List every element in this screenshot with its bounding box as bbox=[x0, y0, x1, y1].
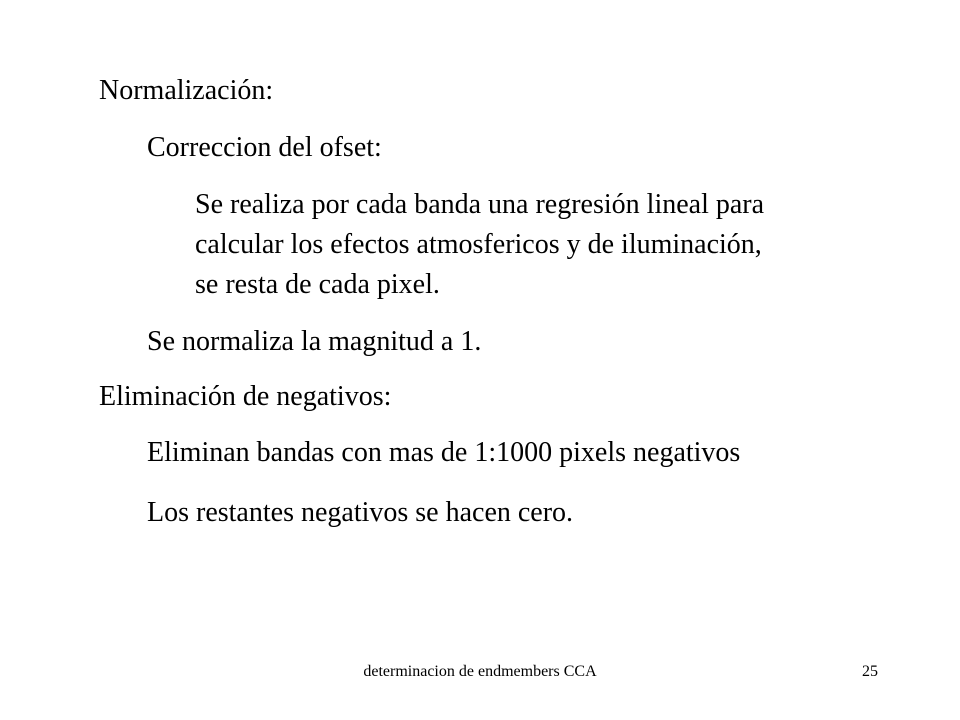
subheading-correccion-ofset: Correccion del ofset: bbox=[147, 132, 382, 163]
bullet-restantes-negativos: Los restantes negativos se hacen cero. bbox=[147, 497, 574, 528]
body-line-regresion: Se realiza por cada banda una regresión lineal para bbox=[195, 189, 765, 220]
heading-normalizacion: Normalización: bbox=[99, 75, 274, 106]
heading-eliminacion-negativos: Eliminación de negativos: bbox=[99, 381, 392, 412]
page-number: 25 bbox=[862, 663, 878, 680]
body-line-resta: se resta de cada pixel. bbox=[195, 269, 440, 300]
bullet-eliminan-bandas: Eliminan bandas con mas de 1:1000 pixels negativos bbox=[147, 437, 741, 468]
bullet-normaliza-magnitud: Se normaliza la magnitud a 1. bbox=[147, 326, 482, 357]
footer-title: determinacion de endmembers CCA bbox=[363, 663, 597, 680]
body-line-efectos: calcular los efectos atmosfericos y de iluminación, bbox=[195, 229, 762, 260]
